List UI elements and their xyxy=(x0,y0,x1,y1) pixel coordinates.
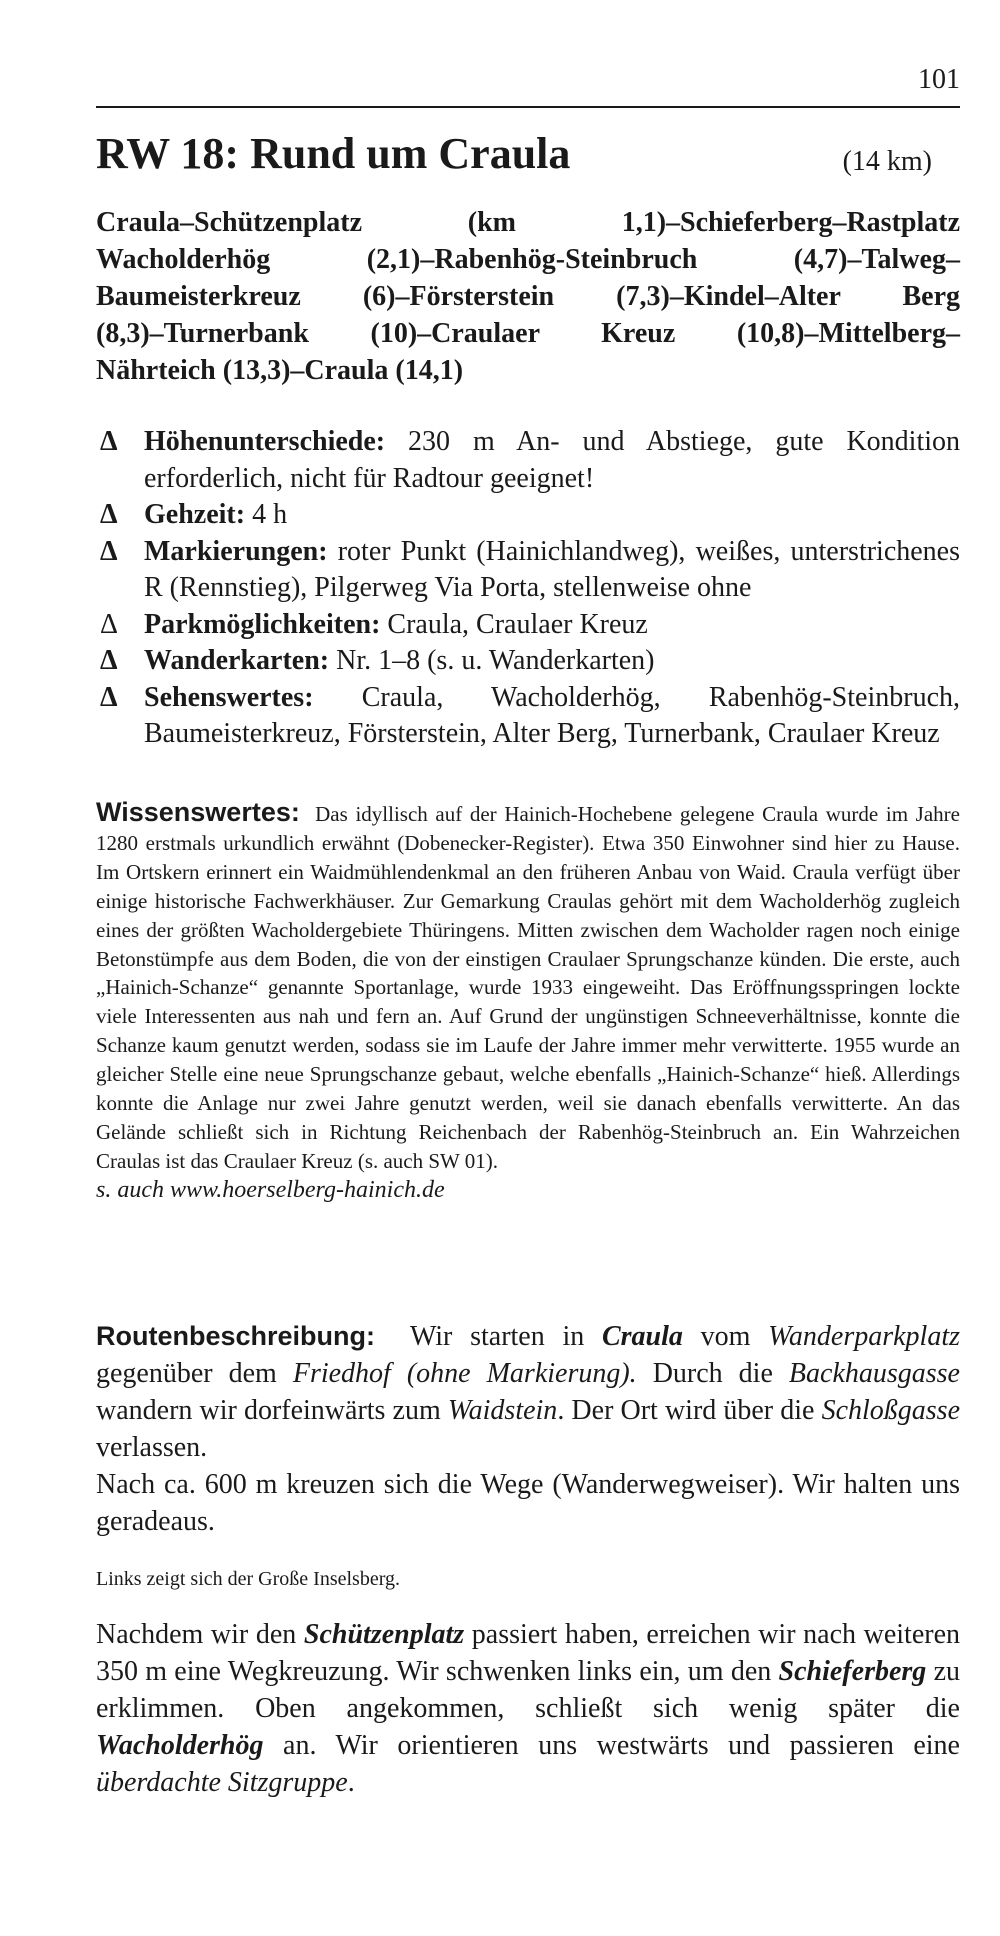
fact-label: Höhenunterschiede: xyxy=(144,426,386,457)
place-friedhof: Friedhof (ohne Markierung). xyxy=(292,1358,637,1389)
header-rule xyxy=(96,106,960,108)
route-summary-line: (8,3)–Turnerbank (10)–Craulaer Kreuz (10,8)–Mittelberg– xyxy=(96,318,960,349)
route-continuation xyxy=(96,1616,960,1801)
place-wacholderhoeg: Wacholderhög xyxy=(96,1730,264,1761)
triangle-outline-icon: Δ xyxy=(100,608,119,640)
triangle-icon: Δ xyxy=(100,535,118,567)
place-waidstein: Waidstein xyxy=(447,1395,558,1426)
title-row xyxy=(96,128,960,184)
text-run: vom xyxy=(682,1321,769,1352)
fact-text: roter Punkt (Hainichlandweg), weißes, unterstrichenes R (Rennstieg), Pilgerweg Via Porta, stellenweise ohne xyxy=(144,535,961,603)
route-summary-line: Baumeisterkreuz (6)–Försterstein (7,3)–Kindel–Alter Berg xyxy=(96,281,960,312)
text-run: Durch die xyxy=(636,1358,789,1389)
text-run: . xyxy=(347,1767,355,1798)
fact-label: Wanderkarten: xyxy=(144,645,330,676)
text-run: . Der Ort wird über die xyxy=(557,1395,822,1426)
triangle-icon: Δ xyxy=(100,645,118,676)
fact-text: Craula, Craulaer Kreuz xyxy=(387,608,648,640)
fact-wanderkarten xyxy=(96,643,960,680)
route-summary-line: Wacholderhög (2,1)–Rabenhög-Steinbruch (4,7)–Talweg– xyxy=(96,244,960,275)
place-schieferberg: Schieferberg xyxy=(778,1656,927,1687)
text-run: wandern wir dorfeinwärts zum xyxy=(96,1395,448,1426)
wissenswertes-text: Das idyllisch auf der Hainich-Hochebene gelegene Craula wurde im Jahre 1280 erstmals urkundlich erwähnt (Dobenecker-Register). Etwa 350 Einwohner sind hier zu Hause. Im Ortskern erinnert ein Waidmühlendenkmal an den früheren Anbau von Waid. Craula verfügt über einige historische Fachwerkhäuser. Zur Gemarkung Craulas gehört mit dem Wacholderhög zugleich eines der größten Wacholdergebiete Thüringens. Mitten zwischen dem Wacholder ragen noch einige Betonstümpfe aus dem Boden, die von der einstigen Craulaer Sprungschanze künden. Die erste, auch „Hainich-Schanze“ genannte Sportanlage, wurde 1933 eingeweiht. Das Eröffnungsspringen lockte viele Interessenten aus nah und fern an. Auf Grund der ungünstigen Schneeverhältnisse, konnte die Schanze kaum genutzt werden, sodass sie im Laufe der Jahre immer mehr verwitterte. 1955 wurde an gleicher Stelle eine neue Sprungschanze gebaut, welche ebenfalls „Hainich-Schanze“ hieß. Allerdings konnte die Anlage nur zwei Jahre genutzt werden, weil sie danach ebenfalls verwitterte. An das Gelände schließt sich in Richtung Reichenbach der Rabenhög-Steinbruch an. Ein Wahrzeichen Craulas ist das Craulaer Kreuz (s. auch SW 01). xyxy=(96,802,960,1173)
fact-text: 4 h xyxy=(252,499,288,530)
fact-label: Markierungen: xyxy=(144,535,328,567)
triangle-icon: Δ xyxy=(100,426,118,457)
place-schlossgasse: Schloßgasse xyxy=(821,1395,960,1426)
routen-label: Routenbeschreibung: xyxy=(96,1321,376,1351)
text-run: an. Wir orientieren uns westwärts und passieren eine xyxy=(263,1730,960,1761)
text-run: zu erklimmen. Oben angekommen, schließt sich wenig später die xyxy=(96,1656,960,1724)
page-title: RW 18: Rund um Craula xyxy=(96,129,571,178)
fact-label: Gehzeit: xyxy=(144,499,246,530)
wissenswertes-section xyxy=(96,798,960,1205)
place-craula: Craula xyxy=(601,1321,683,1352)
fact-label: Parkmöglichkeiten: xyxy=(144,608,381,640)
routen-paragraph-2: Nach ca. 600 m kreuzen sich die Wege (Wanderwegweiser). Wir halten uns geradeaus. xyxy=(96,1469,960,1537)
fact-label: Sehenswertes: xyxy=(144,681,314,713)
fact-text: Nr. 1–8 (s. u. Wanderkarten) xyxy=(336,645,655,676)
place-ueberdachte-sitzgruppe: überdachte Sitzgruppe xyxy=(96,1767,348,1798)
website-link[interactable]: s. auch www.hoerselberg-hainich.de xyxy=(96,1176,445,1203)
fact-parkmoeglichkeiten xyxy=(96,607,960,644)
triangle-icon: Δ xyxy=(100,681,118,713)
place-wanderparkplatz: Wanderparkplatz xyxy=(768,1321,961,1352)
place-schuetzenplatz: Schützenplatz xyxy=(303,1619,465,1650)
text-run: Wir starten in xyxy=(409,1321,602,1352)
fact-sehenswertes xyxy=(96,680,960,753)
text-run: Nachdem wir den xyxy=(96,1619,304,1650)
page-number: 101 xyxy=(918,64,960,95)
wissenswertes-colon: : xyxy=(290,797,300,827)
text-run: passiert haben, erreichen wir nach weiteren 350 m eine Wegkreuzung. Wir schwenken links ein, um den xyxy=(96,1619,960,1687)
place-backhausgasse: Backhausgasse xyxy=(788,1358,960,1389)
side-note: Links zeigt sich der Große Inselsberg. xyxy=(96,1568,400,1590)
route-distance: (14 km) xyxy=(842,146,932,177)
triangle-icon: Δ xyxy=(100,499,118,530)
text-run: verlassen. xyxy=(96,1432,208,1463)
routen-paragraph-1 xyxy=(96,1318,960,1466)
fact-gehzeit xyxy=(96,497,960,534)
facts-list xyxy=(96,424,960,753)
route-summary-line: Craula–Schützenplatz (km 1,1)–Schieferberg–Rastplatz xyxy=(96,207,960,238)
routenbeschreibung-section xyxy=(96,1318,960,1540)
text-run: gegenüber dem xyxy=(96,1358,293,1389)
route-summary-line: Nährteich (13,3)–Craula (14,1) xyxy=(96,355,464,386)
route-summary xyxy=(96,204,960,389)
fact-markierungen xyxy=(96,534,960,607)
fact-text: 230 m An- und Abstiege, gute Kondition erforderlich, nicht für Radtour geeignet! xyxy=(144,426,961,494)
fact-text: Craula, Wacholderhög, Rabenhög-Steinbruch, Baumeisterkreuz, Försterstein, Alter Berg, Turnerbank, Craulaer Kreuz xyxy=(144,681,960,749)
wissenswertes-title: Wissenswertes xyxy=(96,797,291,827)
fact-hoehenunterschiede xyxy=(96,424,960,497)
